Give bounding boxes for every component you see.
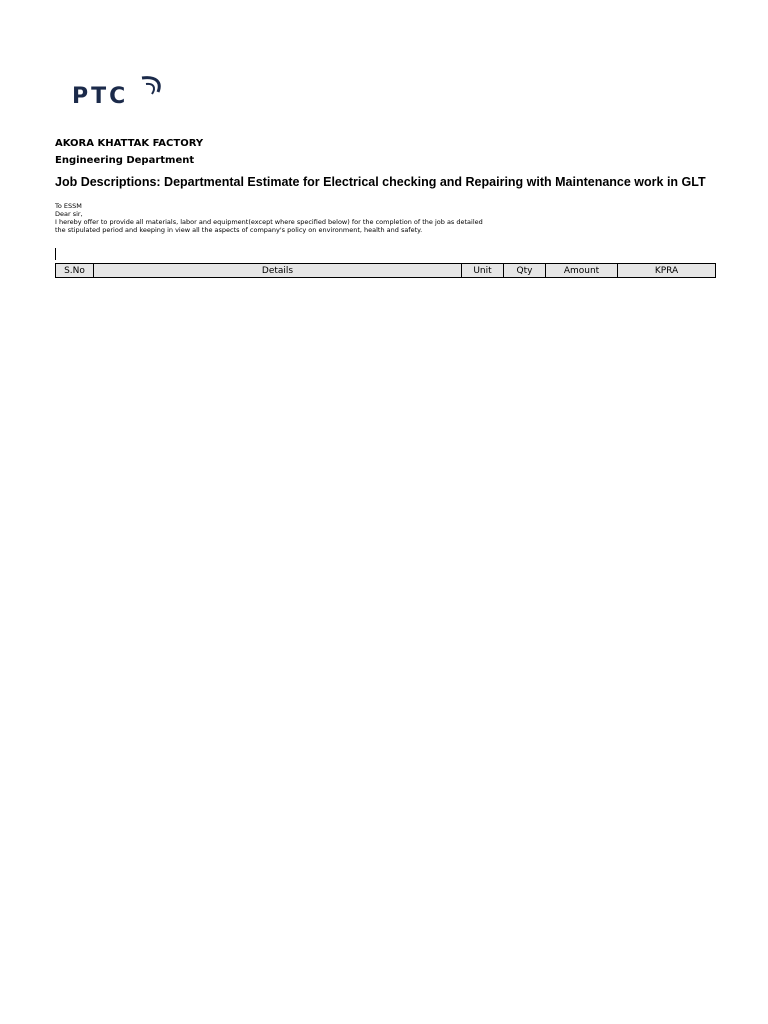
column-header-unit: Unit (462, 264, 504, 278)
column-header-details: Details (94, 264, 462, 278)
factory-name: AKORA KHATTAK FACTORY (55, 138, 204, 149)
column-header-qty: Qty (504, 264, 546, 278)
job-title: Job Descriptions: Departmental Estimate for Electrical checking and Repairing with Maintenance work in GLT (55, 175, 706, 189)
letter-to: To ESSM (55, 202, 82, 210)
estimate-table (55, 263, 716, 278)
column-header-kpra: KPRA (618, 264, 716, 278)
column-header-sno: S.No (56, 264, 94, 278)
letter-salutation: Dear sir, (55, 210, 83, 218)
logo-text: PTC (72, 84, 129, 109)
letter-body (55, 202, 483, 234)
letter-line-2: the stipulated period and keeping in view all the aspects of company's policy on environment, health and safety. (55, 226, 423, 234)
letter-line-1: I hereby offer to provide all materials, labor and equipment(except where specified below) for the completion of the job as detailed (55, 218, 483, 226)
department-name: Engineering Department (55, 155, 195, 166)
column-header-amount: Amount (546, 264, 618, 278)
table-header-row (56, 264, 716, 278)
cell-border-mark (55, 248, 56, 260)
ptc-logo (64, 72, 174, 116)
